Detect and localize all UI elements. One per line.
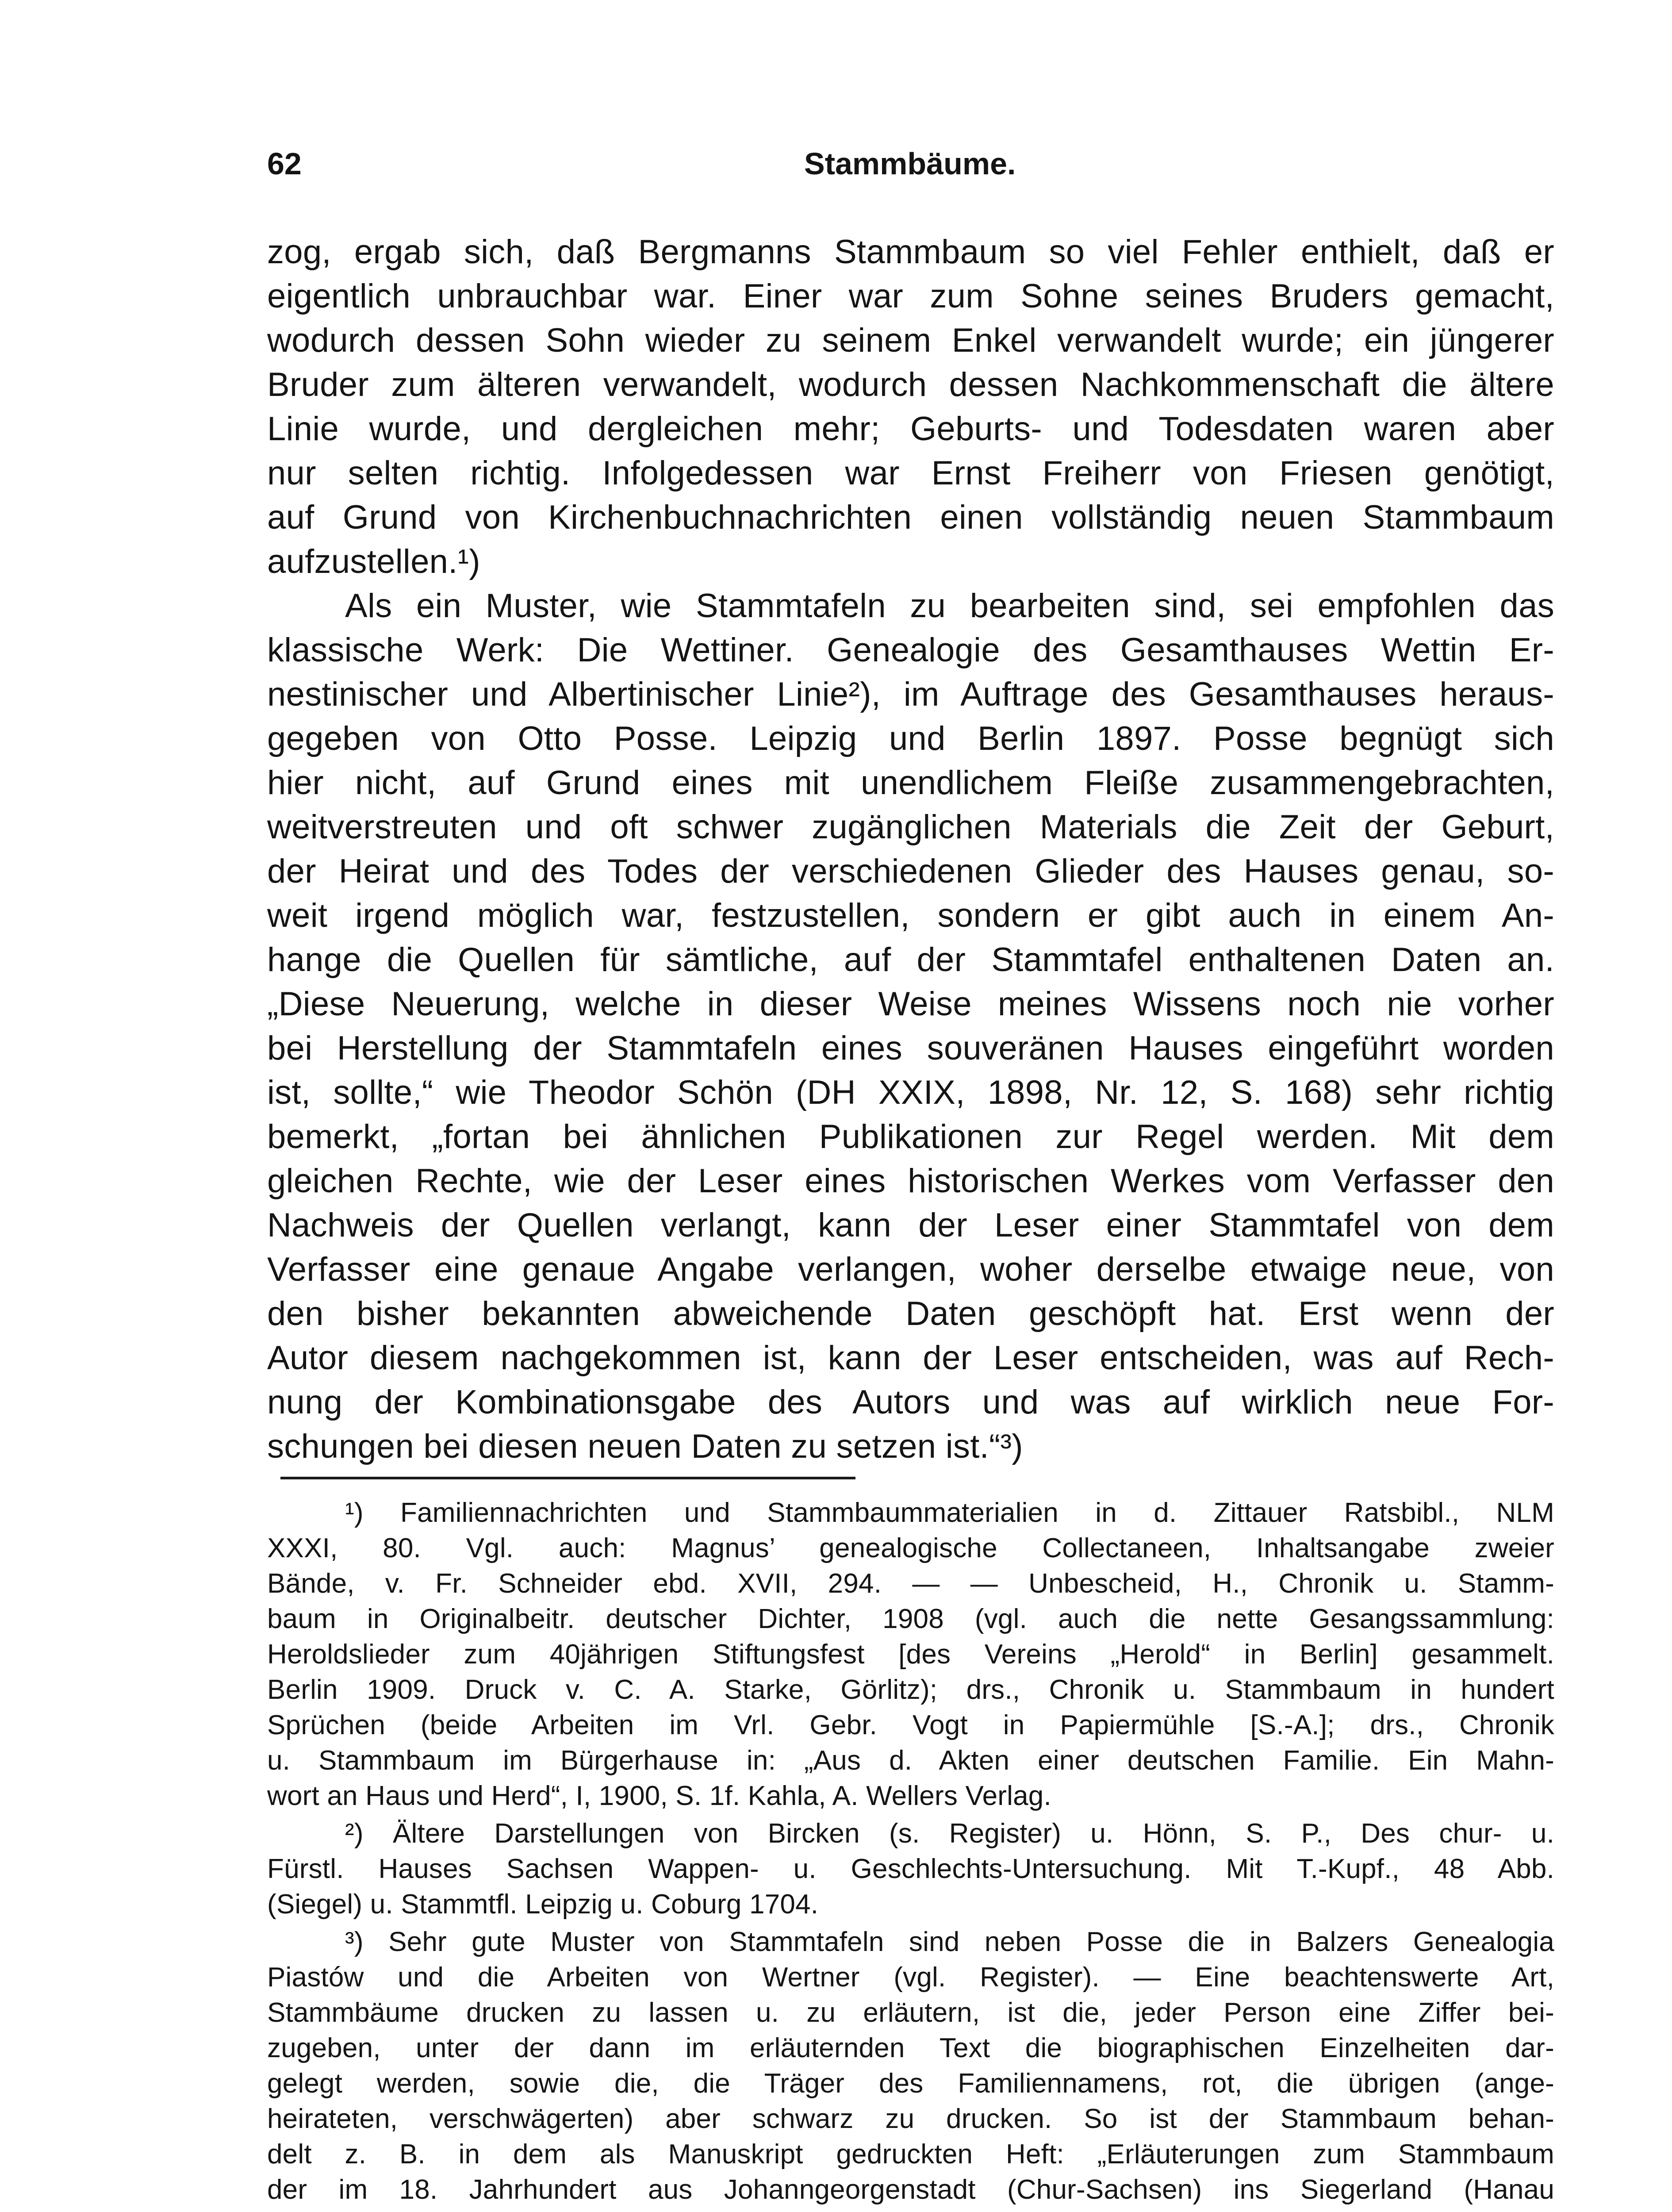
footnote-rule — [280, 1477, 855, 1479]
footnote-line: Fürstl. Hauses Sachsen Wappen- u. Geschlechts-Untersuchung. Mit T.-Kupf., 48 Abb. — [267, 1854, 1554, 1884]
body-line: gegeben von Otto Posse. Leipzig und Berlin 1897. Posse begnügt sich — [267, 720, 1554, 757]
body-line: zog, ergab sich, daß Bergmanns Stammbaum so viel Fehler enthielt, daß er — [267, 233, 1554, 271]
body-line: auf Grund von Kirchenbuchnachrichten einen vollständig neuen Stammbaum — [267, 499, 1554, 536]
footnote-line: zugeben, unter der dann im erläuternden Text die biographischen Einzelheiten dar- — [267, 2033, 1554, 2063]
body-line: „Diese Neuerung, welche in dieser Weise meines Wissens noch nie vorher — [267, 985, 1554, 1023]
body-line: Als ein Muster, wie Stammtafeln zu bearbeiten sind, sei empfohlen das — [345, 587, 1554, 625]
body-line: hange die Quellen für sämtliche, auf der Stammtafel enthaltenen Daten an. — [267, 941, 1554, 979]
body-line: Linie wurde, und dergleichen mehr; Geburts- und Todesdaten waren aber — [267, 410, 1554, 448]
footnote-line: XXXI, 80. Vgl. auch: Magnus’ genealogische Collectaneen, Inhaltsangabe zweier — [267, 1533, 1554, 1563]
footnote-line: Bände, v. Fr. Schneider ebd. XVII, 294. — — Unbescheid, H., Chronik u. Stamm- — [267, 1568, 1554, 1599]
footnote-line: Sprüchen (beide Arbeiten im Vrl. Gebr. Vogt in Papiermühle [S.-A.]; drs., Chronik — [267, 1710, 1554, 1740]
footnote-line: Stammbäume drucken zu lassen u. zu erläutern, ist die, jeder Person eine Ziffer bei- — [267, 1997, 1554, 2028]
footnote-line: u. Stammbaum im Bürgerhause in: „Aus d. Akten einer deutschen Familie. Ein Mahn- — [267, 1745, 1554, 1776]
footnote-line: Berlin 1909. Druck v. C. A. Starke, Görlitz); drs., Chronik u. Stammbaum in hundert — [267, 1674, 1554, 1705]
footnote-line: heirateten, verschwägerten) aber schwarz zu drucken. So ist der Stammbaum behan- — [267, 2104, 1554, 2134]
body-line: den bisher bekannten abweichende Daten geschöpft hat. Erst wenn der — [267, 1295, 1554, 1333]
body-line: nestinischer und Albertinischer Linie²), im Auftrage des Gesamthauses heraus- — [267, 676, 1554, 713]
running-head: Stammbäume. — [804, 146, 1016, 181]
body-line: aufzustellen.¹) — [267, 543, 480, 580]
body-line: bei Herstellung der Stammtafeln eines souveränen Hauses eingeführt worden — [267, 1029, 1554, 1067]
footnote-line: (Siegel) u. Stammtfl. Leipzig u. Coburg 1704. — [267, 1889, 819, 1920]
body-line: Nachweis der Quellen verlangt, kann der Leser einer Stammtafel von dem — [267, 1206, 1554, 1244]
body-line: Autor diesem nachgekommen ist, kann der Leser entscheiden, was auf Rech- — [267, 1339, 1554, 1377]
footnote-line: ²) Ältere Darstellungen von Bircken (s. Register) u. Hönn, S. P., Des chur- u. — [345, 1818, 1554, 1849]
body-line: wodurch dessen Sohn wieder zu seinem Enkel verwandelt wurde; ein jüngerer — [267, 322, 1554, 359]
body-line: ist, sollte,“ wie Theodor Schön (DH XXIX, 1898, Nr. 12, S. 168) sehr richtig — [267, 1074, 1554, 1111]
footnote-line: baum in Originalbeitr. deutscher Dichter, 1908 (vgl. auch die nette Gesangssammlung: — [267, 1604, 1554, 1634]
body-line: schungen bei diesen neuen Daten zu setzen ist.“³) — [267, 1428, 1023, 1465]
body-line: klassische Werk: Die Wettiner. Genealogie des Gesamthauses Wettin Er- — [267, 631, 1554, 669]
footnote-line: der im 18. Jahrhundert aus Johanngeorgenstadt (Chur-Sachsen) ins Siegerland (Hanau — [267, 2174, 1554, 2205]
body-line: der Heirat und des Todes der verschiedenen Glieder des Hauses genau, so- — [267, 853, 1554, 890]
footnote-line: wort an Haus und Herd“, I, 1900, S. 1f. Kahla, A. Wellers Verlag. — [267, 1781, 1051, 1811]
footnote-line: delt z. B. in dem als Manuskript gedruckten Heft: „Erläuterungen zum Stammbaum — [267, 2139, 1554, 2170]
body-line: nung der Kombinationsgabe des Autors und was auf wirklich neue For- — [267, 1383, 1554, 1421]
body-line: hier nicht, auf Grund eines mit unendlichem Fleiße zusammengebrachten, — [267, 764, 1554, 802]
body-line: weit irgend möglich war, festzustellen, sondern er gibt auch in einem An- — [267, 897, 1554, 934]
footnote-line: Piastów und die Arbeiten von Wertner (vgl. Register). — Eine beachtenswerte Art, — [267, 1962, 1554, 1993]
page-number: 62 — [267, 146, 302, 181]
footnote-line: Heroldslieder zum 40jährigen Stiftungsfest [des Vereins „Herold“ in Berlin] gesammelt. — [267, 1639, 1554, 1670]
body-line: gleichen Rechte, wie der Leser eines historischen Werkes vom Verfasser den — [267, 1162, 1554, 1200]
body-line: eigentlich unbrauchbar war. Einer war zum Sohne seines Bruders gemacht, — [267, 277, 1554, 315]
body-line: nur selten richtig. Infolgedessen war Ernst Freiherr von Friesen genötigt, — [267, 454, 1554, 492]
body-line: weitverstreuten und oft schwer zugänglichen Materials die Zeit der Geburt, — [267, 808, 1554, 846]
body-line: Verfasser eine genaue Angabe verlangen, woher derselbe etwaige neue, von — [267, 1251, 1554, 1288]
footnote-line: ¹) Familiennachrichten und Stammbaummaterialien in d. Zittauer Ratsbibl., NLM — [345, 1498, 1554, 1528]
body-line: bemerkt, „fortan bei ähnlichen Publikationen zur Regel werden. Mit dem — [267, 1118, 1554, 1156]
footnote-line: ³) Sehr gute Muster von Stammtafeln sind neben Posse die in Balzers Genealogia — [345, 1927, 1554, 1957]
body-line: Bruder zum älteren verwandelt, wodurch dessen Nachkommenschaft die ältere — [267, 366, 1554, 403]
footnote-line: gelegt werden, sowie die, die Träger des Familiennamens, rot, die übrigen (ange- — [267, 2068, 1554, 2099]
